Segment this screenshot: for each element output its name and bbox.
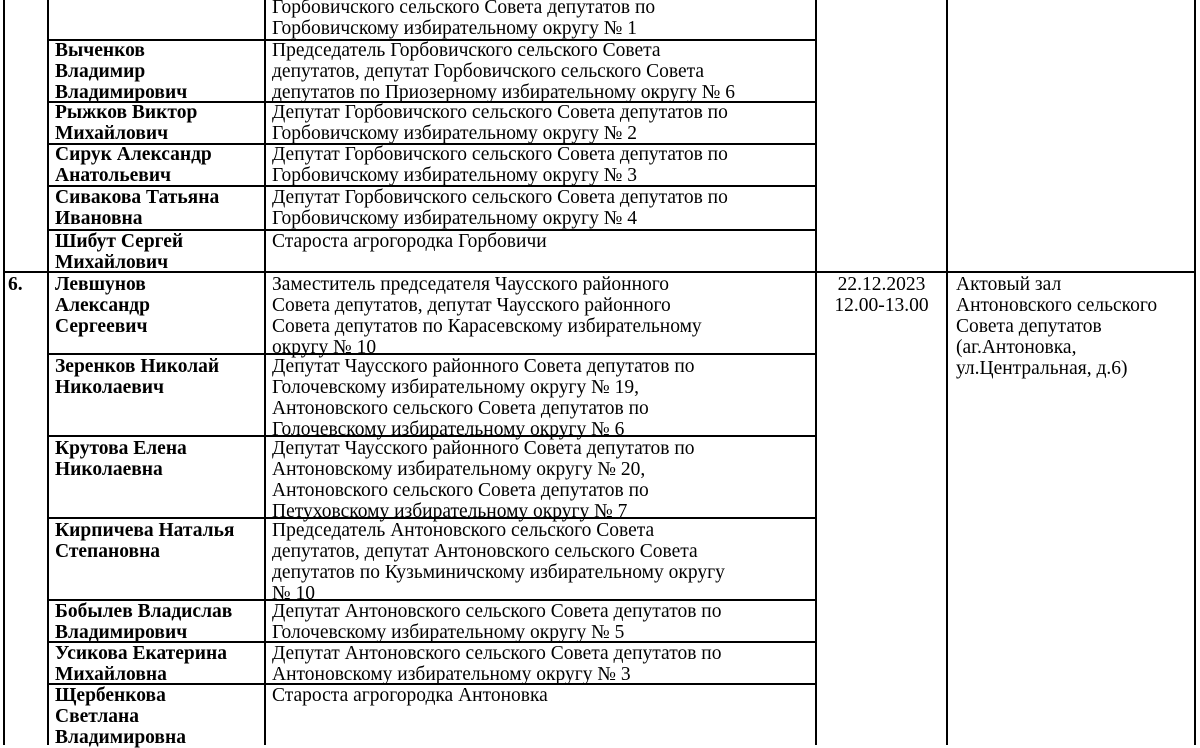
- column-divider-name: [47, 0, 49, 745]
- name-cell: Щербенкова Светлана Владимировна: [55, 685, 186, 748]
- column-divider-position: [264, 0, 266, 745]
- meeting-place: Актовый зал Антоновского сельского Совета депутатов (аг.Антоновка, ул.Центральная, д.6): [956, 274, 1158, 379]
- position-cell: Горбовичского сельского Совета депутатов по Горбовичскому избирательному округу № 1: [272, 0, 656, 39]
- position-cell: Депутат Горбовичского сельского Совета депутатов по Горбовичскому избирательному округу № 4: [272, 187, 728, 229]
- meeting-datetime: 22.12.2023 12.00-13.00: [834, 274, 929, 316]
- name-cell: Левшунов Александр Сергеевич: [55, 274, 151, 337]
- name-cell: Усикова Екатерина Михайловна: [55, 643, 227, 685]
- name-cell: Выченков Владимир Владимирович: [55, 40, 188, 103]
- position-cell: Председатель Антоновского сельского Совета депутатов, депутат Антоновского сельского Совета депутатов по Кузьминичскому избирательному округу № 10: [272, 520, 725, 604]
- position-cell: Депутат Антоновского сельского Совета депутатов по Антоновскому избирательному округу № 3: [272, 643, 722, 685]
- name-cell: Рыжков Виктор Михайлович: [55, 102, 198, 144]
- position-cell: Заместитель председателя Чаусского районного Совета депутатов, депутат Чаусского районного Совета депутатов по Карасевскому избирательному округу № 10: [272, 274, 702, 358]
- position-cell: Депутат Чаусского районного Совета депутатов по Голочевскому избирательному округу № 19, Антоновского сельского Совета депутатов по Голочевскому избирательному округу № 6: [272, 356, 695, 440]
- table-border-left: [3, 0, 5, 745]
- position-cell: Депутат Горбовичского сельского Совета депутатов по Горбовичскому избирательному округу № 3: [272, 144, 728, 186]
- name-cell: Сирук Александр Анатольевич: [55, 144, 212, 186]
- position-cell: Староста агрогородка Горбовичи: [272, 231, 547, 252]
- name-cell: Шибут Сергей Михайлович: [55, 231, 184, 273]
- column-divider-place: [946, 0, 948, 745]
- name-cell: Бобылев Владислав Владимирович: [55, 601, 233, 643]
- name-cell: Сивакова Татьяна Ивановна: [55, 187, 220, 229]
- table-border-right: [1194, 0, 1196, 745]
- position-cell: Депутат Антоновского сельского Совета депутатов по Голочевскому избирательному округу № 5: [272, 601, 722, 643]
- name-cell: Кирпичева Наталья Степановна: [55, 520, 235, 562]
- name-cell: Крутова Елена Николаевна: [55, 438, 187, 480]
- position-cell: Староста агрогородка Антоновка: [272, 685, 548, 706]
- position-cell: Депутат Горбовичского сельского Совета депутатов по Горбовичскому избирательному округу № 2: [272, 102, 728, 144]
- row-number: 6.: [8, 274, 23, 295]
- position-cell: Депутат Чаусского районного Совета депутатов по Антоновскому избирательному округу № 20, Антоновского сельского Совета депутатов по Петуховскому избирательному округу № 7: [272, 438, 695, 522]
- name-cell: Зеренков Николай Николаевич: [55, 356, 220, 398]
- position-cell: Председатель Горбовичского сельского Совета депутатов, депутат Горбовичского сельского Совета депутатов по Приозерному избирательному округу № 6: [272, 40, 736, 103]
- column-divider-datetime: [815, 0, 817, 745]
